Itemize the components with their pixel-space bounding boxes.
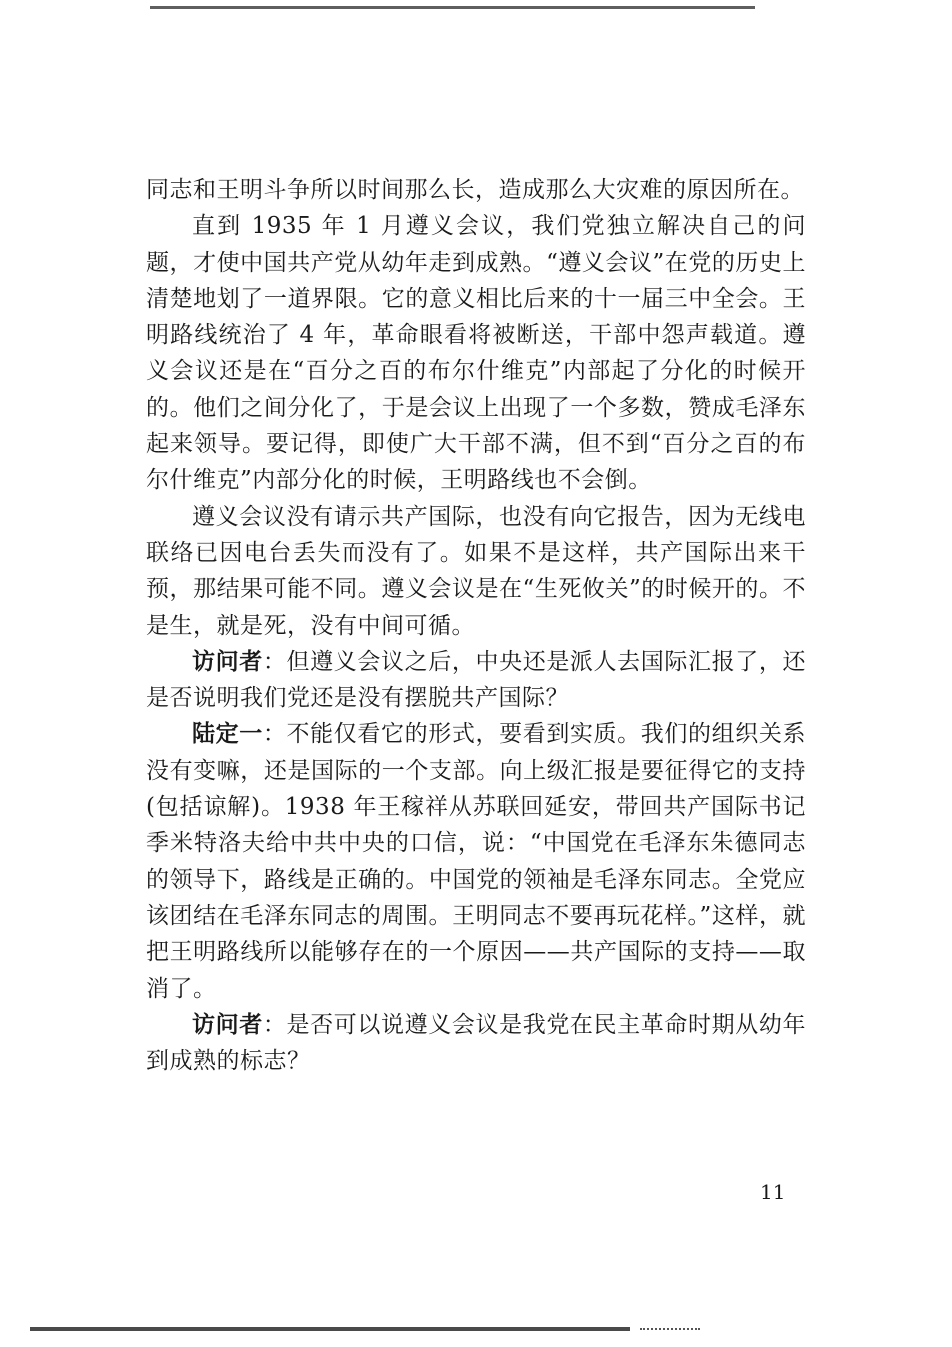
paragraph-text: ：不能仅看它的形式，要看到实质。我们的组织关系没有变嘛，还是国际的一个支部。向上级汇报是要征得它的支持(包括谅解)。1938 年王稼祥从苏联回延安，带回共产国际书记季米特洛夫给中共中央的口信，说：“中国党在毛泽东朱德同志的领导下，路线是正确的。中国党的领袖是毛泽东同志。全党应该团结在毛泽东同志的周围。王明同志不要再玩花样。”这样，就把王明路线所以能够存在的一个原因——共产国际的支持——取消了。 [146, 721, 807, 1002]
scan-edge-bottom [30, 1327, 630, 1331]
paragraph [146, 644, 806, 717]
paragraph [146, 208, 806, 498]
scan-edge-bottom-dots [640, 1328, 700, 1332]
speaker-label: 陆定一 [192, 721, 263, 748]
paragraph [146, 172, 806, 208]
paragraph-text: 遵义会议没有请示共产国际，也没有向它报告，因为无线电联络已因电台丢失而没有了。如果不是这样，共产国际出来干预，那结果可能不同。遵义会议是在“生死攸关”的时候开的。不是生，就是死，没有中间可循。 [146, 503, 806, 639]
speaker-label: 访问者 [192, 1011, 263, 1038]
paragraph-text: 直到 1935 年 1 月遵义会议，我们党独立解决自己的问题，才使中国共产党从幼年走到成熟。“遵义会议”在党的历史上清楚地划了一道界限。它的意义相比后来的十一届三中全会。王明路线统治了 4 年，革命眼看将被断送，干部中怨声载道。遵义会议还是在“百分之百的布尔什维克”内部起了分化的时候开的。他们之间分化了，于是会议上出现了一个多数，赞成毛泽东起来领导。要记得，即使广大干部不满，但不到“百分之百的布尔什维克”内部分化的时候，王明路线也不会倒。 [146, 213, 806, 494]
speaker-label: 访问者 [192, 648, 263, 675]
paragraph-text: ：但遵义会议之后，中央还是派人去国际汇报了，还是否说明我们党还是没有摆脱共产国际？ [146, 648, 807, 712]
paragraph [146, 1007, 806, 1080]
page-number: 11 [760, 1180, 786, 1204]
paragraph [146, 716, 806, 1006]
paragraph-text: 同志和王明斗争所以时间那么长，造成那么大灾难的原因所在。 [146, 177, 804, 203]
scan-edge-top [150, 0, 755, 9]
paragraph-text: ：是否可以说遵义会议是我党在民主革命时期从幼年到成熟的标志？ [146, 1011, 807, 1075]
body-text [146, 172, 806, 1079]
paragraph [146, 499, 806, 644]
